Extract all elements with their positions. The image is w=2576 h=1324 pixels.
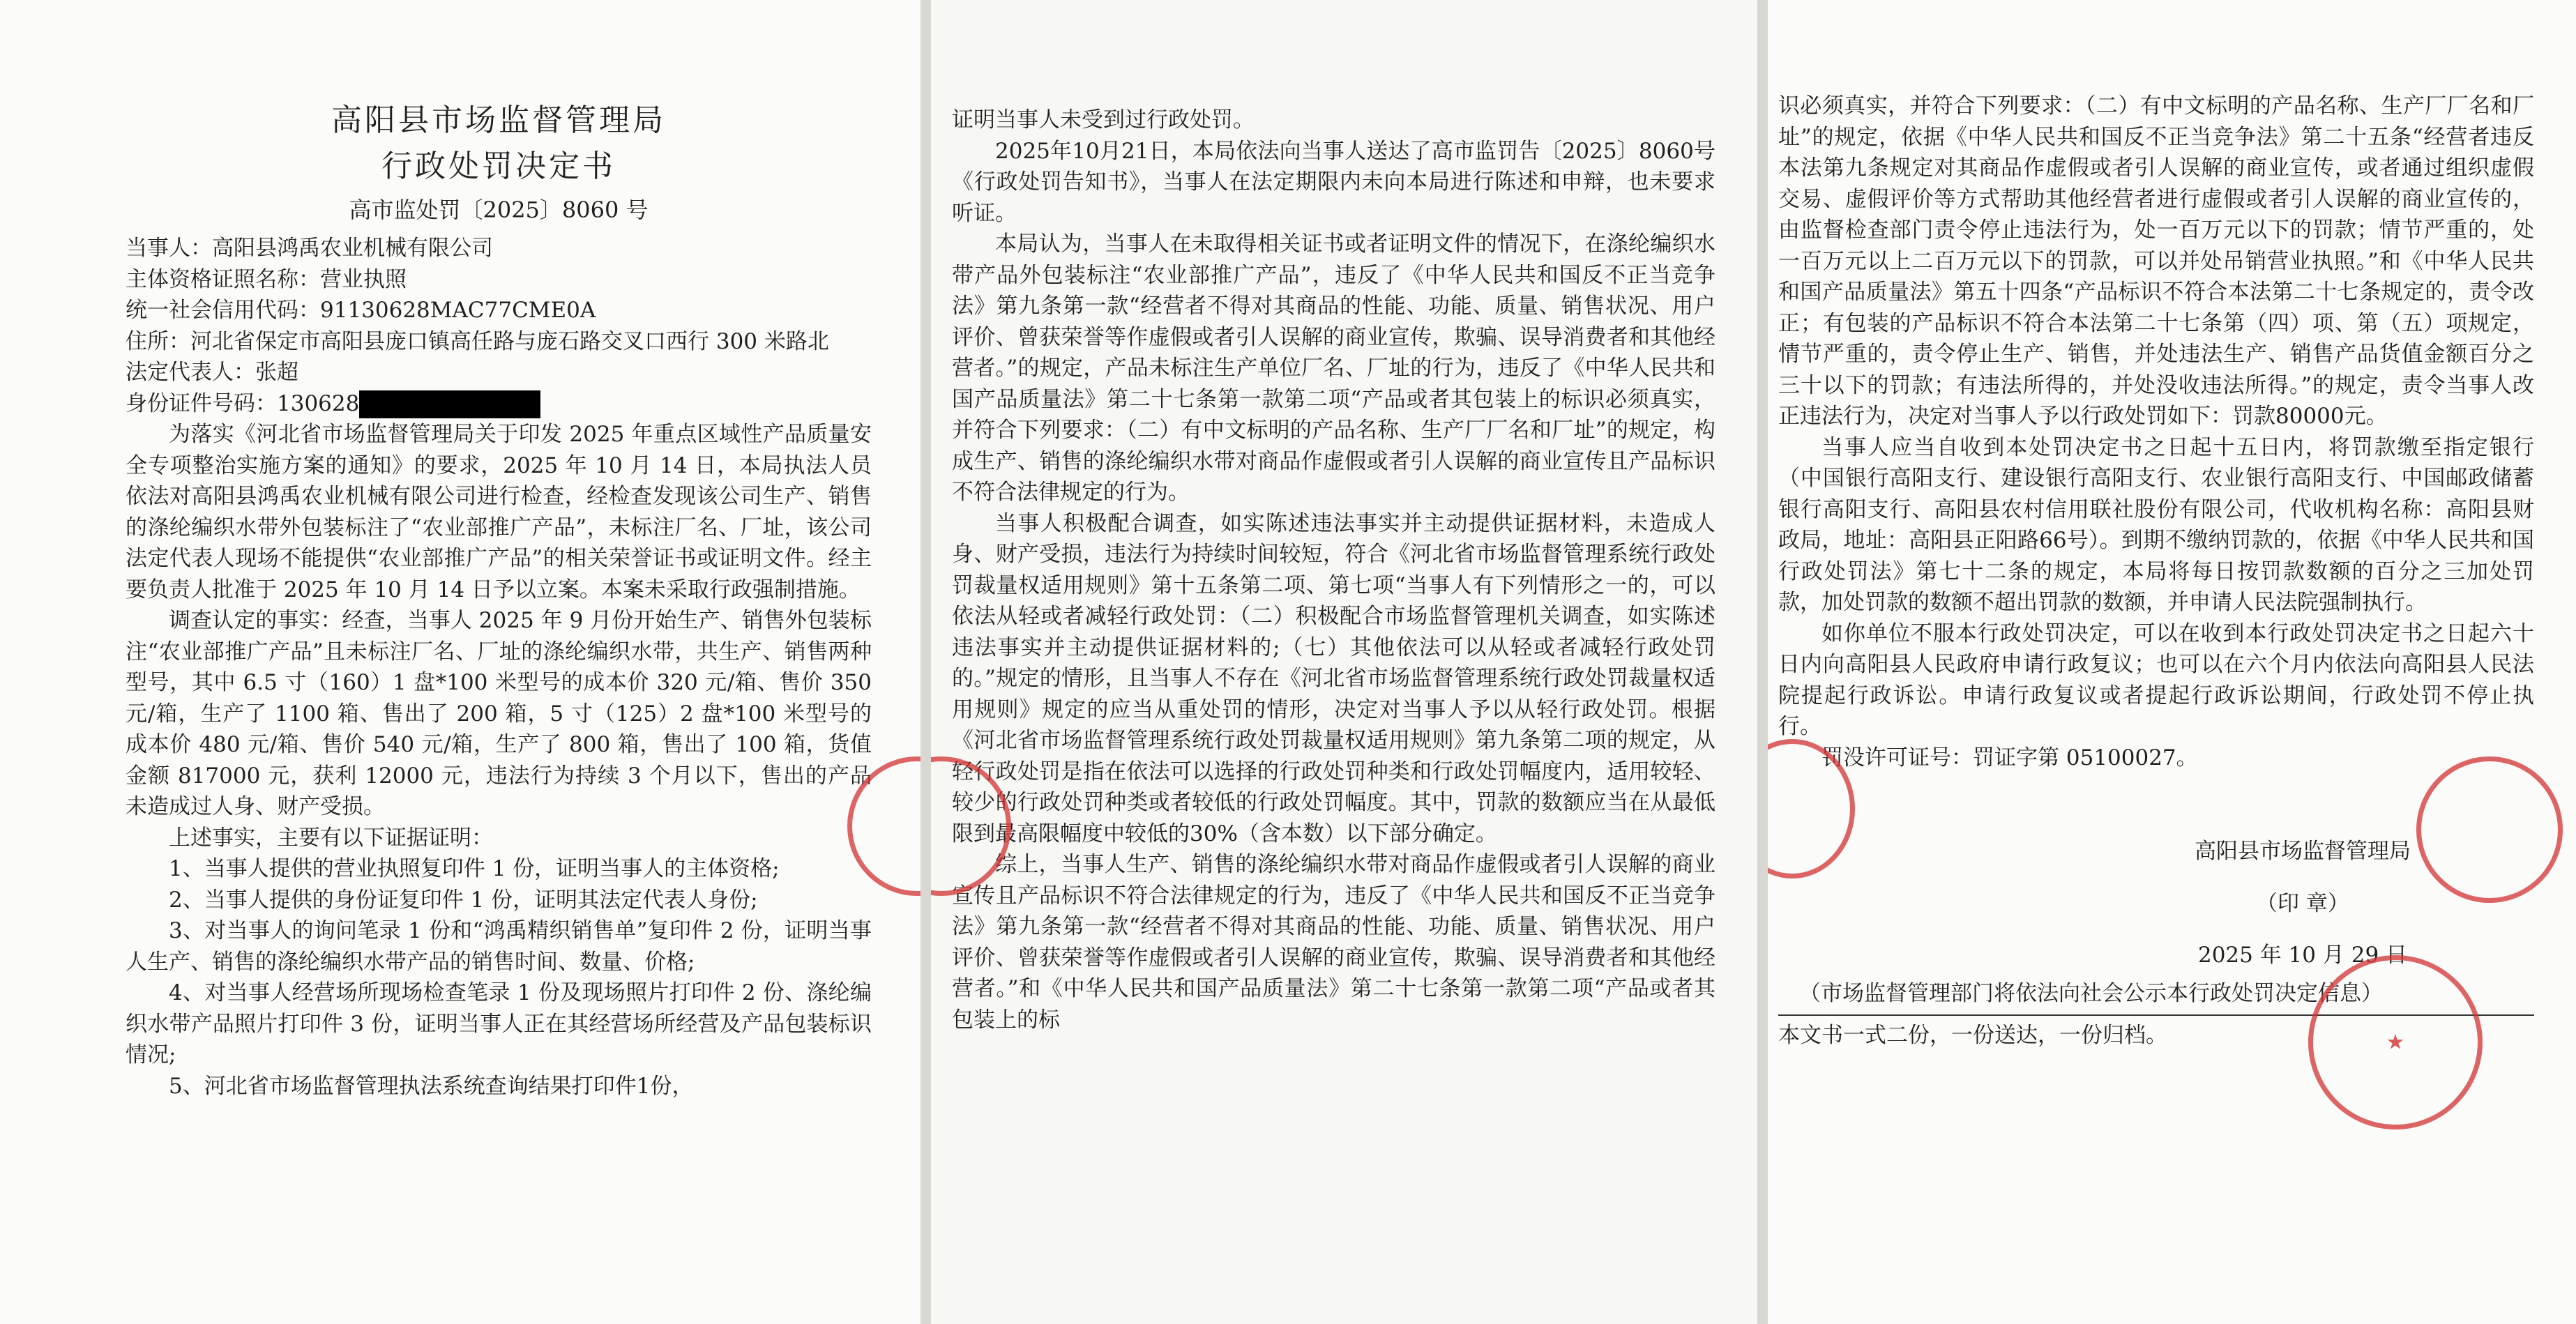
evidence-item: 2、当事人提供的身份证复印件 1 份，证明其法定代表人身份;: [169, 887, 758, 913]
party-name: 当事人：高阳县鸿禹农业机械有限公司: [126, 236, 493, 261]
certificate-name: 主体资格证照名称：营业执照: [126, 266, 407, 292]
redaction-bar: [359, 390, 540, 418]
legal-representative: 法定代表人：张超: [126, 360, 298, 385]
issuer-seal-stamp: [2308, 955, 2483, 1129]
party-address: 住所：河北省保定市高阳县庞口镇高任路与庞石路交叉口西行 300 米路北: [126, 328, 829, 354]
credit-code: 统一社会信用代码：91130628MAC77CME0A: [126, 298, 596, 323]
paragraph: 2025年10月21日，本局依法向当事人送达了高市监罚告〔2025〕8060号《行政处罚告知书》，当事人在法定期限内未向本局进行陈述和申辩，也未要求听证。: [952, 138, 1715, 226]
paragraph: 为落实《河北省市场监督管理局关于印发 2025 年重点区域性产品质量安全专项整治实施方案的通知》的要求，2025 年 10 月 14 日，本局执法人员依法对高阳县鸿禹农业机械有限公司进行检查，经检查发现该公司生产、销售的涤纶编织水带外包装标注了“农业部推广产品”，未标注厂名、厂址，该公司法定代表人现场不能提供“农业部推广产品”的相关荣誉证书或证明文件。经主要负责人批准于 2025 年 10 月 14 日予以立案。本案未采取行政强制措施。: [126, 422, 872, 602]
paragraph: 识必须真实，并符合下列要求：（二）有中文标明的产品名称、生产厂厂名和厂址”的规定，依据《中华人民共和国反不正当竞争法》第二十五条“经营者违反本法第九条规定对其商品作虚假或者引人误解的商业宣传，或者通过组织虚假交易、虚假评价等方式帮助其他经营者进行虚假或者引人误解的商业宣传的，由监督检查部门责令停止违法行为，处一百万元以下的罚款；情节严重的，处一百万元以上二百万元以下的罚款，可以并处吊销营业执照。”和《中华人民共和国产品质量法》第五十四条“产品标识不符合本法第二十七条规定的，责令改正；有包装的产品标识不符合本法第二十七条第（四）项、第（五）项规定，情节严重的，责令停止生产、销售，并处违法生产、销售产品货值金额百分之三十以下的罚款；有违法所得的，并处没收违法所得。”的规定，责令当事人改正违法行为，决定对当事人予以行政处罚如下：罚款80000元。: [1778, 93, 2534, 429]
paragraph: 上述事实，主要有以下证据证明：: [169, 825, 493, 851]
paragraph: 调查认定的事实：经查，当事人 2025 年 9 月份开始生产、销售外包装标注“农业部推广产品”且未标注厂名、厂址的涤纶编织水带，共生产、销售两种型号，其中 6.5 寸（160）1 盘*100 米型号的成本价 320 元/箱、售价 350 元/箱，生产了 1100 箱、售出了 200 箱，5 寸（125）2 盘*100 米型号的成本价 480 元/箱、售价 540 元/箱，生产了 800 箱，售出了 100 箱，货值金额 817000 元，获利 12000 元，违法行为持续 3 个月以下，售出的产品未造成过人身、财产受损。: [126, 608, 872, 819]
evidence-item: 4、对当事人经营场所现场检查笔录 1 份及现场照片打印件 2 份、涤纶编织水带产品照片打印件 3 份，证明当事人正在其经营场所经营及产品包装标识情况;: [126, 980, 872, 1067]
issuer-name: 高阳县市场监督管理局: [2195, 839, 2411, 864]
paragraph: 当事人应当自收到本处罚决定书之日起十五日内，将罚款缴至指定银行（中国银行高阳支行、建设银行高阳支行、农业银行高阳支行、中国邮政储蓄银行高阳支行、高阳县农村信用联社股份有限公司，代收机构名称：高阳县财政局，地址：高阳县正阳路66号）。到期不缴纳罚款的，依据《中华人民共和国行政处罚法》第七十二条的规定，本局将每日按罚款数额的百分之三加处罚款，加处罚款的数额不超出罚款的数额，并申请人民法院强制执行。: [1778, 434, 2534, 615]
id-number-label: 身份证件号码：130628: [126, 390, 360, 416]
document-title: 行政处罚决定书: [381, 149, 616, 184]
paragraph: 本局认为，当事人在未取得相关证书或者证明文件的情况下，在涤纶编织水带产品外包装标注“农业部推广产品”，违反了《中华人民共和国反不正当竞争法》第九条第一款“经营者不得对其商品的性能、功能、质量、销售状况、用户评价、曾获荣誉等作虚假或者引人误解的商业宣传，欺骗、误导消费者和其他经营者。”的规定，产品未标注生产单位厂名、厂址的行为，违反了《中华人民共和国产品质量法》第二十七条第一款第二项“产品或者其包装上的标识必须真实，并符合下列要求：（二）有中文标明的产品名称、生产厂厂名和厂址”的规定，构成生产、销售的涤纶编织水带对商品作虚假或者引人误解的商业宣传且产品标识不符合法律规定的行为。: [952, 231, 1715, 505]
issuer-title: 高阳县市场监督管理局: [331, 102, 666, 138]
id-number-line: [126, 388, 872, 420]
document-page-1: [0, 0, 920, 1324]
paragraph: 罚没许可证号：罚证字第 05100027。: [1821, 745, 2198, 770]
issue-date: 2025 年 10 月 29 日: [2197, 943, 2408, 968]
document-number: 高市监处罚〔2025〕8060 号: [349, 197, 649, 223]
paragraph: 证明当事人未受到过行政处罚。: [952, 107, 1255, 132]
document-page-2: [931, 0, 1757, 1324]
paragraph: 当事人积极配合调查，如实陈述违法事实并主动提供证据材料，未造成人身、财产受损，违法行为持续时间较短，符合《河北省市场监督管理系统行政处罚裁量权适用规则》第十五条第二项、第七项“当事人有下列情形之一的，可以依法从轻或者减轻行政处罚：（二）积极配合市场监督管理机关调查，如实陈述违法事实并主动提供证据材料的;（七）其他依法可以从轻或者减轻行政处罚的。”规定的情形，且当事人不存在《河北省市场监督管理系统行政处罚裁量权适用规则》规定的应当从重处罚的情形，决定对当事人予以从轻行政处罚。根据《河北省市场监督管理系统行政处罚裁量权适用规则》第九条第二项的规定，从轻行政处罚是指在依法可以选择的行政处罚种类和行政处罚幅度内，适用较轻、较少的行政处罚种类或者较低的行政处罚幅度。其中，罚款的数额应当在从最低限到最高限幅度中较低的30%（含本数）以下部分确定。: [952, 510, 1715, 846]
seal-label: （印 章）: [2256, 890, 2349, 916]
paragraph: 如你单位不服本行政处罚决定，可以在收到本行政处罚决定书之日起六十日内向高阳县人民政府申请行政复议；也可以在六个月内依法向高阳县人民法院提起行政诉讼。申请行政复议或者提起行政诉讼期间，行政处罚不停止执行。: [1778, 621, 2534, 739]
evidence-item: 5、河北省市场监督管理执法系统查询结果打印件1份，: [169, 1073, 694, 1099]
publicity-notice: （市场监督管理部门将依法向社会公示本行政处罚决定信息）: [1799, 980, 2383, 1006]
evidence-item: 3、对当事人的询问笔录 1 份和“鸿禹精织销售单”复印件 2 份，证明当事人生产、销售的涤纶编织水带产品的销售时间、数量、价格;: [126, 918, 872, 975]
evidence-item: 1、当事人提供的营业执照复印件 1 份，证明当事人的主体资格;: [169, 856, 780, 881]
official-seal-stamp: [2416, 756, 2563, 903]
document-page-3: [1768, 0, 2576, 1324]
seal-star-icon: ★: [2386, 1030, 2405, 1055]
copies-note: 本文书一式二份，一份送达，一份归档。: [1778, 1014, 2534, 1051]
paragraph: 综上，当事人生产、销售的涤纶编织水带对商品作虚假或者引人误解的商业宣传且产品标识不符合法律规定的行为，违反了《中华人民共和国反不正当竞争法》第九条第一款“经营者不得对其商品的性能、功能、质量、销售状况、用户评价、曾获荣誉等作虚假或者引人误解的商业宣传，欺骗、误导消费者和其他经营者。”和《中华人民共和国产品质量法》第二十七条第一款第二项“产品或者其包装上的标: [952, 852, 1715, 1033]
